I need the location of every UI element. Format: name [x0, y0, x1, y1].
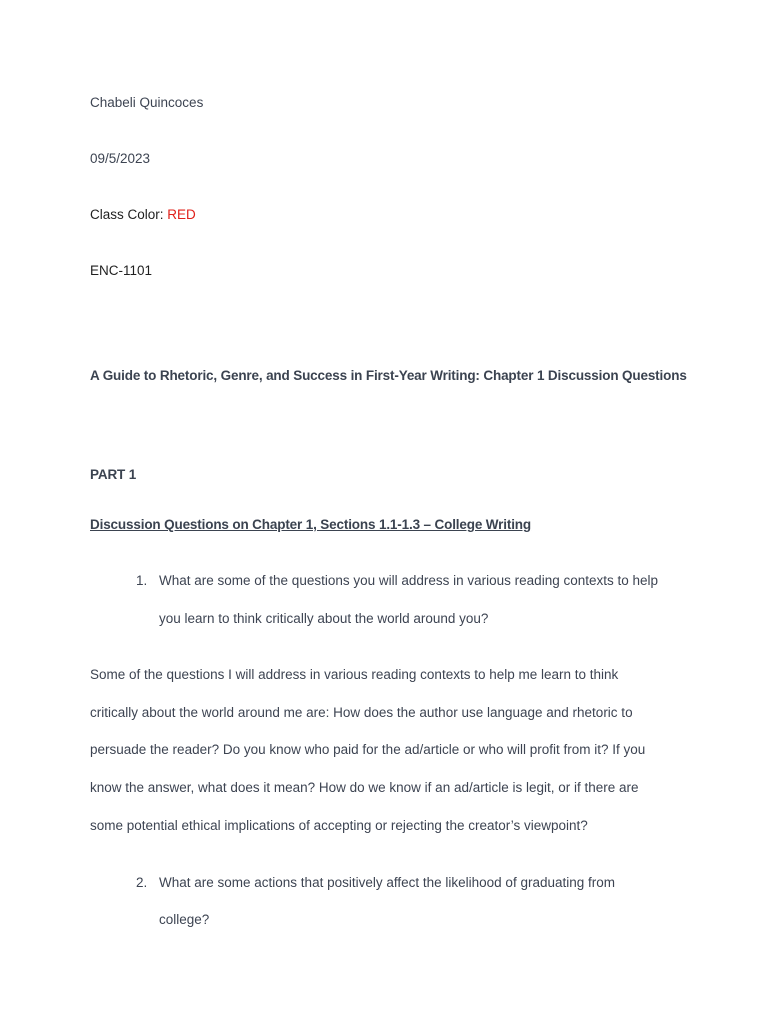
document-title: A Guide to Rhetoric, Genre, and Success in First-Year Writing: Chapter 1 Discussion Questions: [90, 368, 687, 383]
question-line: you learn to think critically about the world around you?: [159, 611, 489, 626]
class-color-label: Class Color:: [90, 207, 168, 222]
answer-line: critically about the world around me are: How does the author use language and rhetoric to: [90, 705, 633, 720]
question-line: What are some actions that positively affect the likelihood of graduating from: [159, 875, 615, 890]
answer-line: Some of the questions I will address in various reading contexts to help me learn to think: [90, 667, 619, 682]
part-heading: PART 1: [90, 467, 137, 482]
answer-line: persuade the reader? Do you know who paid for the ad/article or who will profit from it? If you: [90, 742, 646, 757]
answer-line: know the answer, what does it mean? How do we know if an ad/article is legit, or if there are: [90, 780, 639, 795]
class-color-line: [90, 206, 196, 224]
section-heading: Discussion Questions on Chapter 1, Sections 1.1-1.3 – College Writing: [90, 517, 532, 532]
course-code: ENC-1101: [90, 263, 153, 278]
class-color-value: RED: [167, 207, 196, 222]
document-date: 09/5/2023: [90, 151, 151, 166]
question-line: college?: [159, 912, 210, 927]
question-number: 1.: [136, 573, 148, 588]
author-name: Chabeli Quincoces: [90, 95, 204, 110]
answer-line: some potential ethical implications of accepting or rejecting the creator’s viewpoint?: [90, 818, 588, 833]
question-number: 2.: [136, 875, 148, 890]
question-line: What are some of the questions you will address in various reading contexts to help: [159, 573, 659, 588]
